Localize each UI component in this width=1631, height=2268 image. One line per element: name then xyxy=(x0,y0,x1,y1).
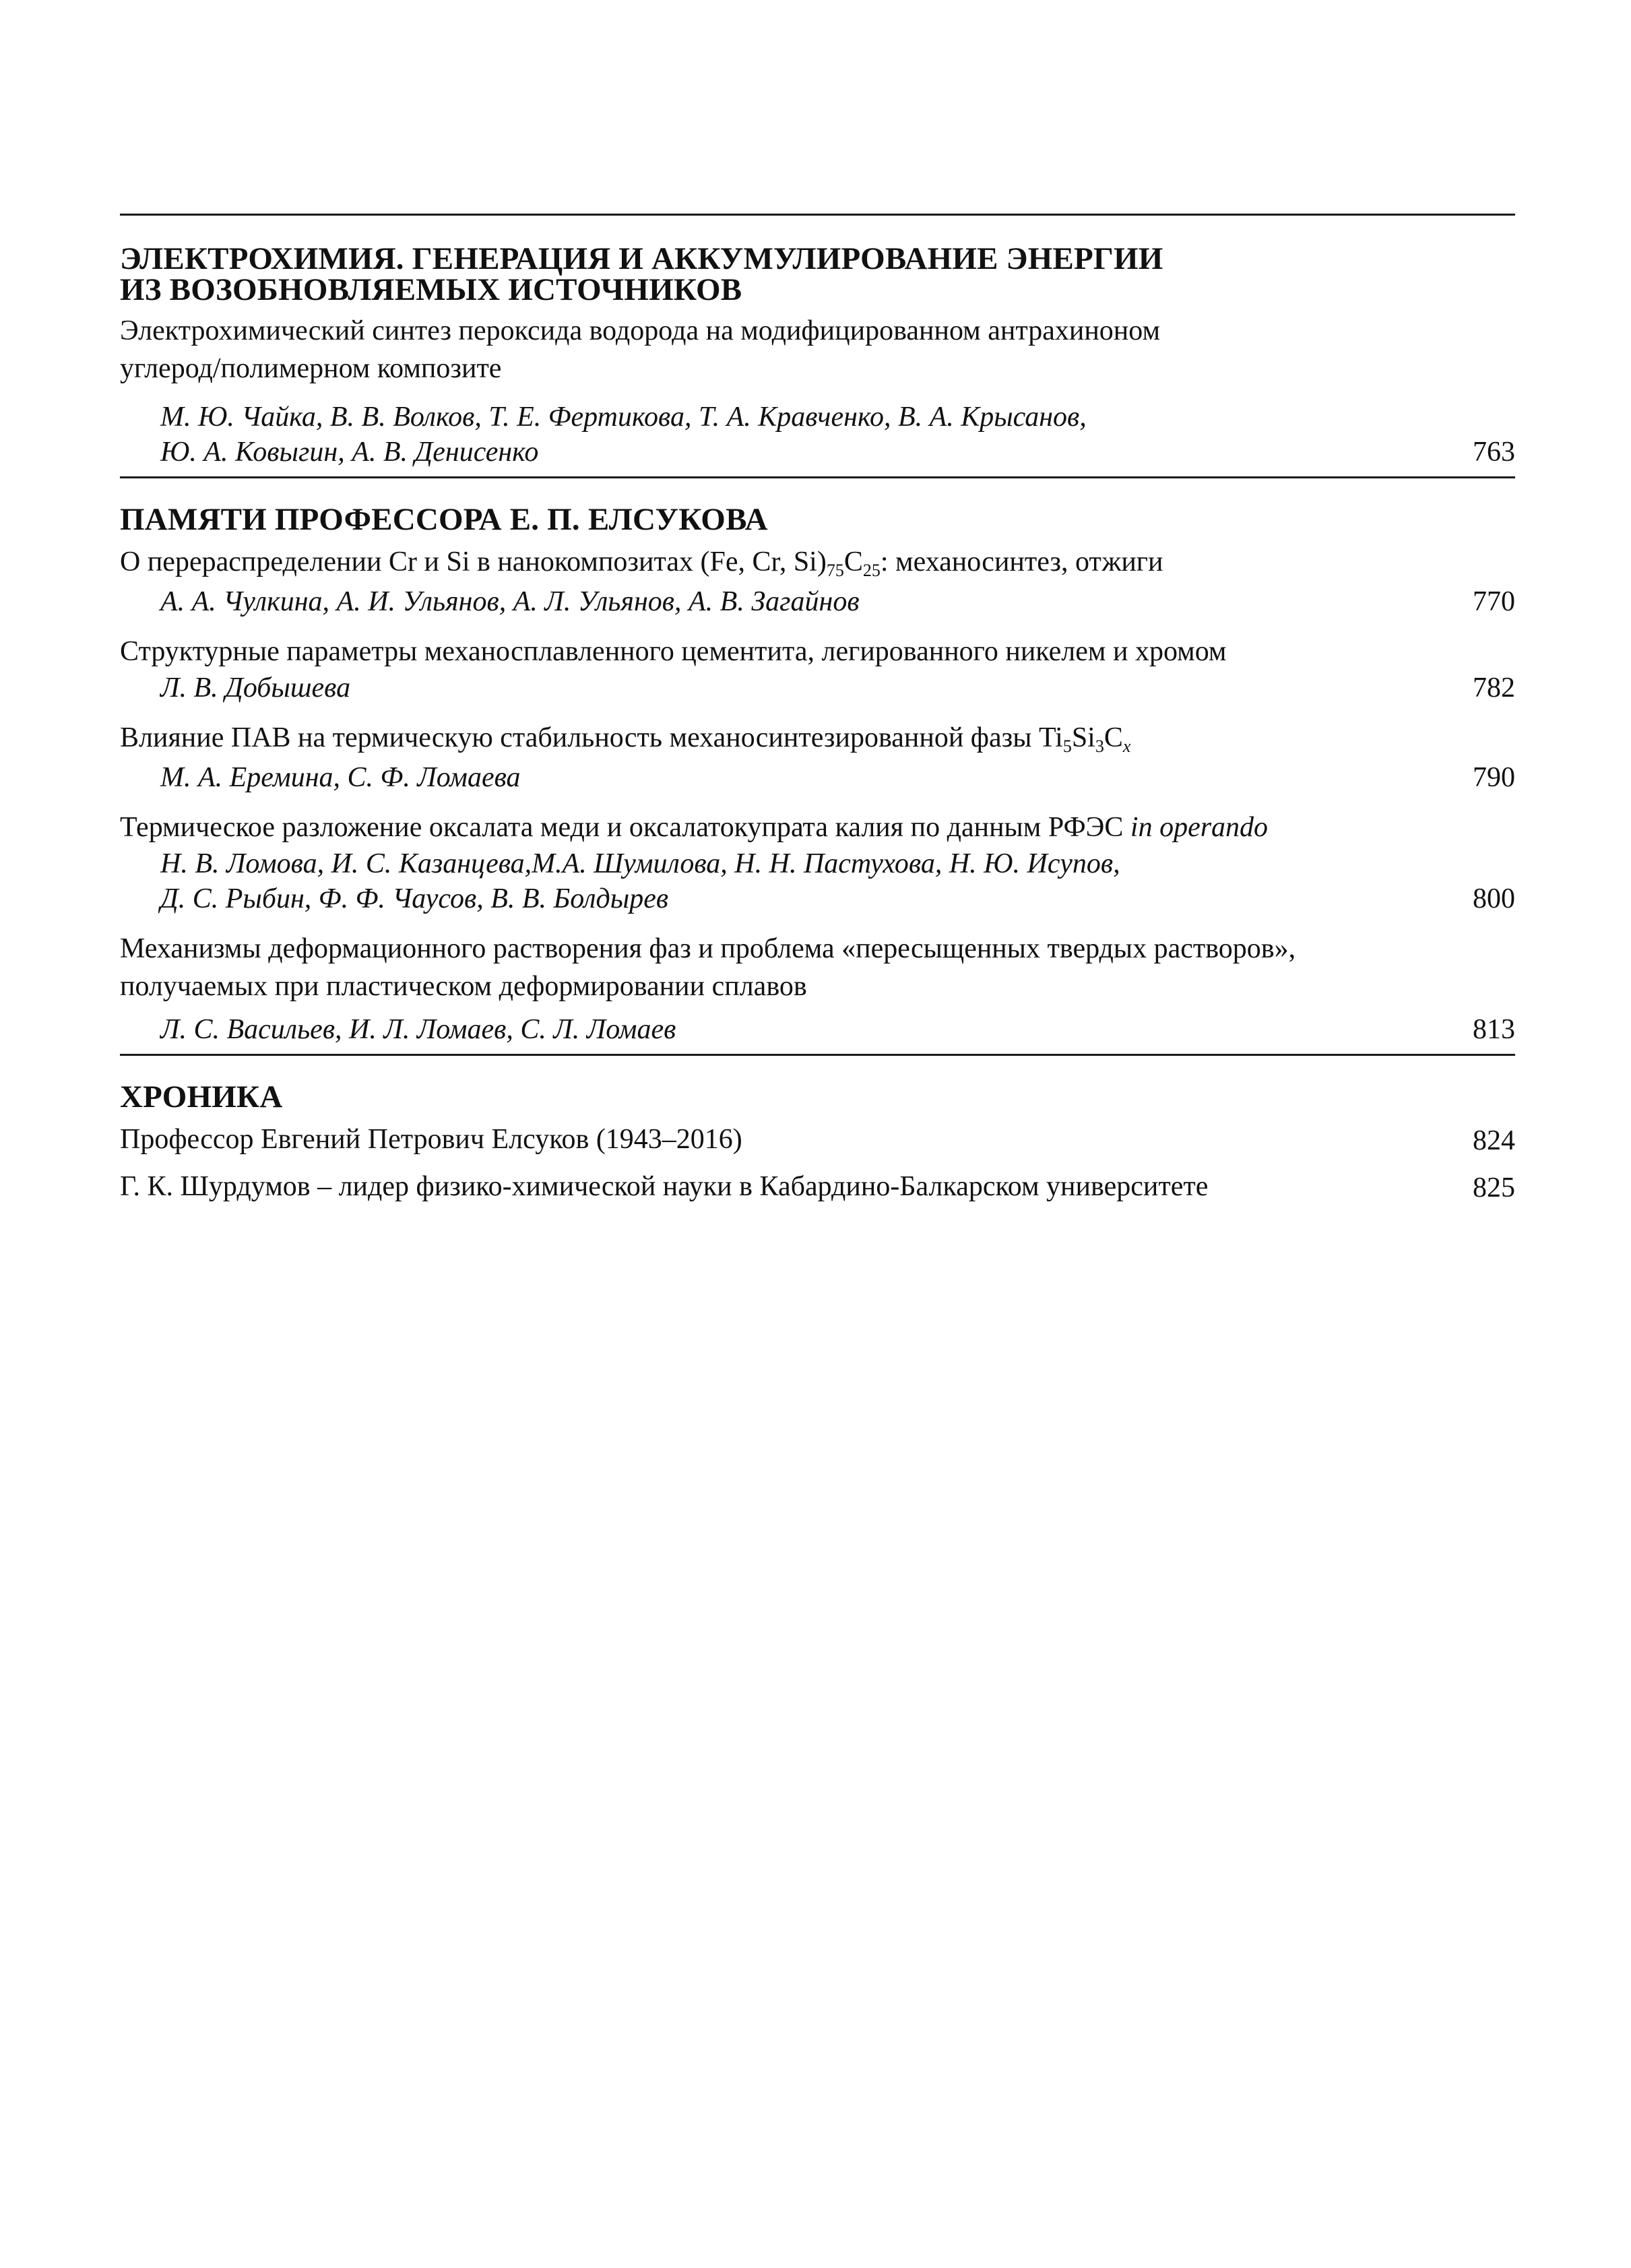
table-of-contents xyxy=(120,214,1515,1205)
entry-title: Г. К. Шурдумов – лидер физико-химической науки в Кабардино-Балкарском университете xyxy=(120,1171,1209,1202)
section-title-line: ХРОНИКА xyxy=(120,1079,283,1114)
subscript: 75 xyxy=(826,561,844,580)
toc-entry[interactable] xyxy=(120,719,1515,795)
entry-title-text: C xyxy=(1104,722,1123,753)
toc-section-electrochemistry xyxy=(120,216,1515,476)
entry-title-line: Электрохимический синтез пероксида водорода на модифицированном антрахиноном xyxy=(120,315,1161,346)
entry-title xyxy=(120,930,1515,1005)
page-number[interactable]: 800 xyxy=(1473,883,1515,914)
entry-title-text: C xyxy=(843,546,863,577)
entry-title: Структурные параметры механосплавленного цементита, легированного никелем и хромом xyxy=(120,636,1227,667)
section-title-line: ИЗ ВОЗОБНОВЛЯЕМЫХ ИСТОЧНИКОВ xyxy=(120,272,742,307)
section-title xyxy=(120,243,1515,305)
toc-section-chronicle xyxy=(120,1056,1515,1205)
entry-title-italic: in operando xyxy=(1130,812,1269,843)
entry-title-text: Si xyxy=(1071,722,1095,753)
entry-last-line xyxy=(120,435,1515,476)
subscript: x xyxy=(1122,736,1131,756)
entry-last-line xyxy=(120,881,1515,916)
page-number[interactable]: 824 xyxy=(1473,1125,1515,1156)
entry-authors: Ю. А. Ковыгин, А. В. Денисенко xyxy=(160,437,539,468)
entry-title xyxy=(120,719,1515,760)
entry-last-line xyxy=(120,760,1515,795)
page-number[interactable]: 782 xyxy=(1473,672,1515,703)
entry-last-line xyxy=(120,670,1515,705)
entry-title xyxy=(120,312,1515,387)
page-number[interactable]: 813 xyxy=(1473,1014,1515,1045)
section-title xyxy=(120,504,1515,535)
subscript: 25 xyxy=(862,561,881,580)
subscript: 5 xyxy=(1062,736,1072,756)
entry-title-text: : механосинтез, отжиги xyxy=(880,546,1163,577)
toc-entry[interactable] xyxy=(120,312,1515,476)
entry-last-line xyxy=(120,1012,1515,1054)
page-number[interactable]: 790 xyxy=(1473,762,1515,793)
page-number[interactable]: 770 xyxy=(1473,586,1515,617)
page-number[interactable]: 825 xyxy=(1473,1172,1515,1203)
entry-authors: М. Ю. Чайка, В. В. Волков, Т. Е. Фертикова, Т. А. Кравченко, В. А. Крысанов, xyxy=(160,402,1087,433)
entry-title-text: О перераспределении Cr и Si в нанокомпозитах (Fe, Cr, Si) xyxy=(120,546,827,577)
entry-title-line: получаемых при пластическом деформировании сплавов xyxy=(120,971,807,1002)
section-title xyxy=(120,1081,1515,1112)
entry-authors: Л. В. Добышева xyxy=(160,672,351,703)
entry-title-text: Термическое разложение оксалата меди и оксалатокупрата калия по данным РФЭС xyxy=(120,812,1130,843)
entry-title-line: Механизмы деформационного растворения фаз и проблема «пересыщенных твердых растворов», xyxy=(120,933,1296,964)
entry-authors: А. А. Чулкина, А. И. Ульянов, А. Л. Ульянов, А. В. Загайнов xyxy=(160,586,860,617)
entry-authors: Д. С. Рыбин, Ф. Ф. Чаусов, В. В. Болдырев xyxy=(160,883,669,914)
entry-title-text: Влияние ПАВ на термическую стабильность механосинтезированной фазы Ti xyxy=(120,722,1063,753)
toc-entry[interactable] xyxy=(120,543,1515,619)
section-title-line: ПАМЯТИ ПРОФЕССОРА Е. П. ЕЛСУКОВА xyxy=(120,502,768,537)
subscript: 3 xyxy=(1095,736,1104,756)
entry-title-line: углерод/полимерном композите xyxy=(120,353,502,384)
entry-title xyxy=(120,543,1515,584)
toc-entry[interactable] xyxy=(120,930,1515,1054)
toc-entry[interactable] xyxy=(120,1168,1515,1205)
toc-section-elsukov-memory xyxy=(120,478,1515,1054)
entry-authors: Л. С. Васильев, И. Л. Ломаев, С. Л. Ломаев xyxy=(160,1014,676,1045)
section-title-line: ЭЛЕКТРОХИМИЯ. ГЕНЕРАЦИЯ И АККУМУЛИРОВАНИЕ ЭНЕРГИИ xyxy=(120,241,1163,276)
toc-entry[interactable] xyxy=(120,633,1515,705)
entry-title: Профессор Евгений Петрович Елсуков (1943–2016) xyxy=(120,1124,742,1155)
entry-authors: Н. В. Ломова, И. С. Казанцева,М.А. Шумилова, Н. Н. Пастухова, Н. Ю. Исупов, xyxy=(160,848,1120,879)
toc-entry[interactable] xyxy=(120,809,1515,916)
entry-authors: М. А. Еремина, С. Ф. Ломаева xyxy=(160,762,521,793)
entry-title xyxy=(120,809,1515,846)
page-number[interactable]: 763 xyxy=(1473,437,1515,468)
toc-entry[interactable] xyxy=(120,1121,1515,1158)
entry-last-line xyxy=(120,584,1515,619)
